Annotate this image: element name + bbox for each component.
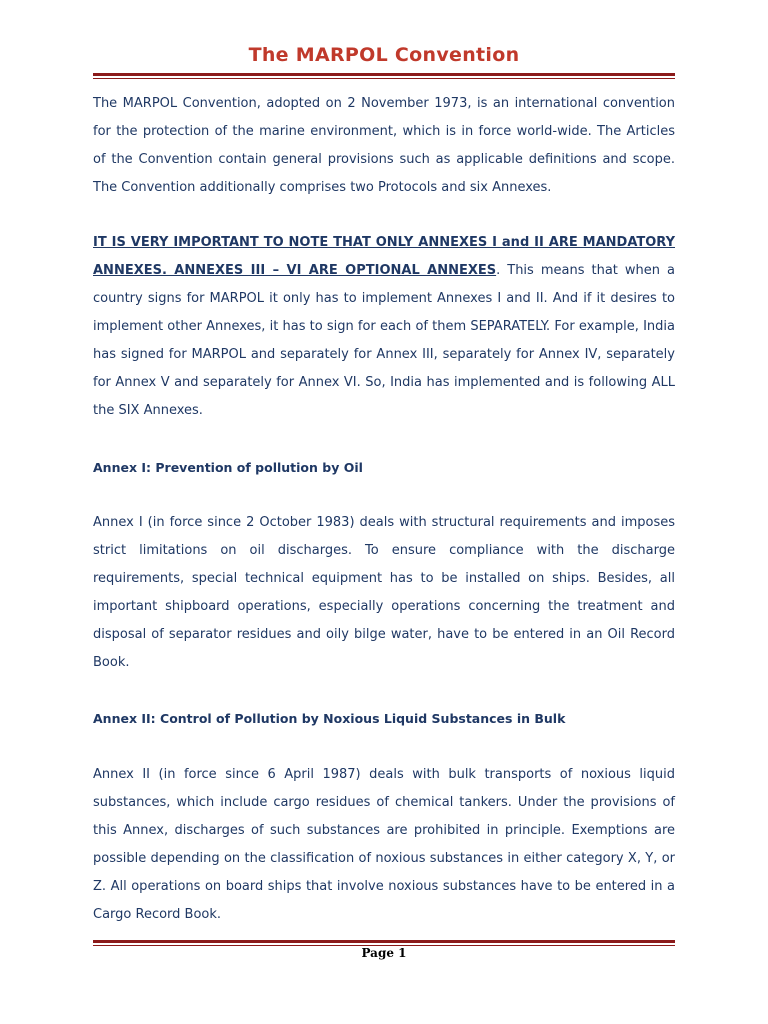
annex-2-heading: Annex II: Control of Pollution by Noxious Liquid Substances in Bulk — [93, 711, 566, 726]
page-number: Page 1 — [361, 946, 407, 960]
annex-2-paragraph: Annex II (in force since 6 April 1987) deals with bulk transports of noxious liquid substances, which include cargo residues of chemical tankers. Under the provisions of this Annex, discharges of such substances are prohibited in principle. Exemptions are possible depending on the classification of noxious substances in either category X, Y, or Z. All operations on board ships that involve noxious substances have to be entered in a Cargo Record Book. — [93, 767, 675, 922]
page-title: The MARPOL Convention — [248, 44, 520, 66]
intro-paragraph: The MARPOL Convention, adopted on 2 November 1973, is an international convention for the protection of the marine environment, which is in force world-wide. The Articles of the Convention contain general provisions such as applicable definitions and scope. The Convention additionally comprises two Protocols and six Annexes. — [93, 96, 675, 195]
mandatory-annexes-paragraph — [93, 229, 675, 425]
mandatory-annexes-emphasis: IT IS VERY IMPORTANT TO NOTE THAT ONLY ANNEXES I and II ARE MANDATORY ANNEXES. ANNEXES III – VI ARE OPTIONAL ANNEXES — [93, 235, 675, 278]
header-divider — [93, 73, 675, 79]
annex-1-paragraph: Annex I (in force since 2 October 1983) deals with structural requirements and imposes strict limitations on oil discharges. To ensure compliance with the discharge requirements, special technical equipment has to be installed on ships. Besides, all important shipboard operations, especially operations concerning the treatment and disposal of separator residues and oily bilge water, have to be entered in an Oil Record Book. — [93, 515, 675, 670]
mandatory-annexes-text: . This means that when a country signs for MARPOL it only has to implement Annexes I and II. And if it desires to implement other Annexes, it has to sign for each of them SEPARATELY. For example, India has signed for MARPOL and separately for Annex III, separately for Annex IV, separately for Annex V and separately for Annex VI. So, India has implemented and is following ALL the SIX Annexes. — [93, 263, 675, 418]
annex-1-heading: Annex I: Prevention of pollution by Oil — [93, 460, 363, 475]
